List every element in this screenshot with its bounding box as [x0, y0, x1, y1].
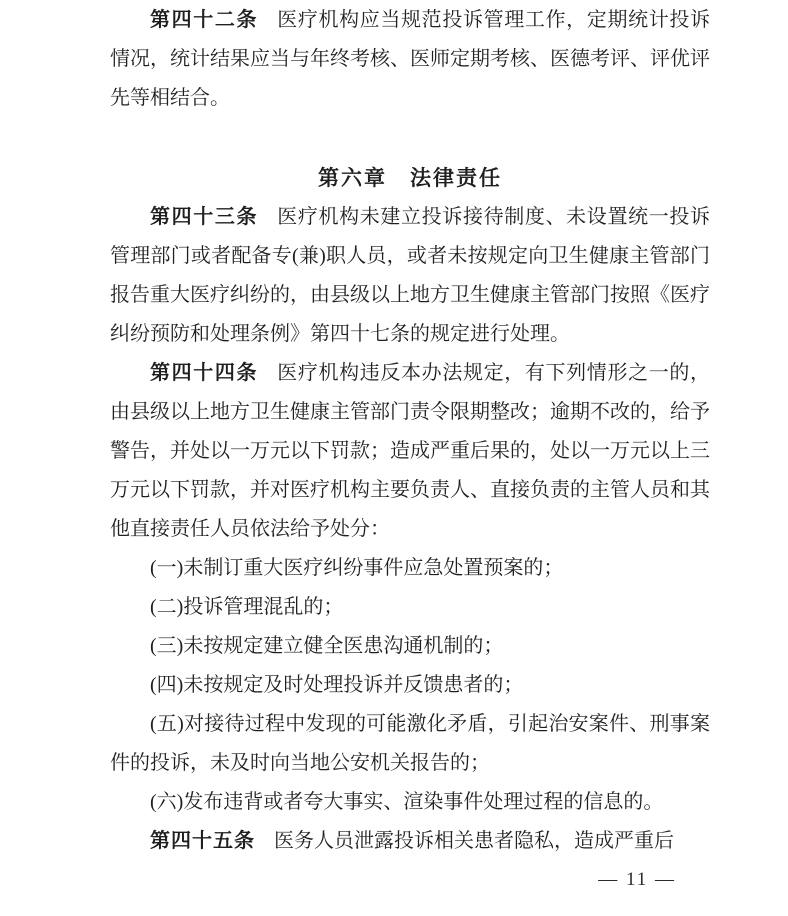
article-42-text: 医疗机构应当规范投诉管理工作，定期统计投诉情况，统计结果应当与年终考核、医师定期考核、医德考评、评优评先等相结合。: [110, 9, 711, 109]
chapter-6-heading: 第六章 法律责任: [318, 167, 502, 190]
article-44-number: 第四十四条: [150, 362, 259, 384]
article-42-paragraph: [110, 1, 710, 118]
article-44-paragraph: [110, 354, 710, 549]
article-43-paragraph: [110, 198, 710, 354]
article-44-item-3: (三)未按规定建立健全医患沟通机制的；: [150, 635, 504, 657]
page-content: [110, 1, 710, 861]
article-43-number: 第四十三条: [150, 206, 259, 228]
article-42-number: 第四十二条: [150, 9, 259, 31]
page-number: — 11 —: [598, 869, 676, 890]
article-44-item-6: (六)发布违背或者夸大事实、渲染事件处理过程的信息的。: [150, 791, 664, 813]
article-45-number: 第四十五条: [150, 830, 255, 852]
article-44-item-1: (一)未制订重大医疗纠纷事件应急处置预案的；: [150, 557, 564, 579]
article-43-text: 医疗机构未建立投诉接待制度、未设置统一投诉管理部门或者配备专(兼)职人员，或者未按规定向卫生健康主管部门报告重大医疗纠纷的，由县级以上地方卫生健康主管部门按照《医疗纠纷预防和处理条例》第四十七条的规定进行处理。: [110, 206, 711, 345]
article-44-item-4: (四)未按规定及时处理投诉并反馈患者的；: [150, 674, 524, 696]
article-45-paragraph: [110, 822, 710, 861]
article-44-text: 医疗机构违反本办法规定，有下列情形之一的，由县级以上地方卫生健康主管部门责令限期整改；逾期不改的，给予警告，并处以一万元以下罚款；造成严重后果的，处以一万元以上三万元以下罚款，并对医疗机构主要负责人、直接负责的主管人员和其他直接责任人员依法给予处分：: [110, 362, 711, 540]
article-45-text: 医务人员泄露投诉相关患者隐私，造成严重后: [274, 830, 674, 852]
article-44-item-2: (二)投诉管理混乱的；: [150, 596, 344, 618]
article-44-item-5: (五)对接待过程中发现的可能激化矛盾，引起治安案件、刑事案件的投诉，未及时向当地公安机关报告的；: [110, 713, 710, 774]
